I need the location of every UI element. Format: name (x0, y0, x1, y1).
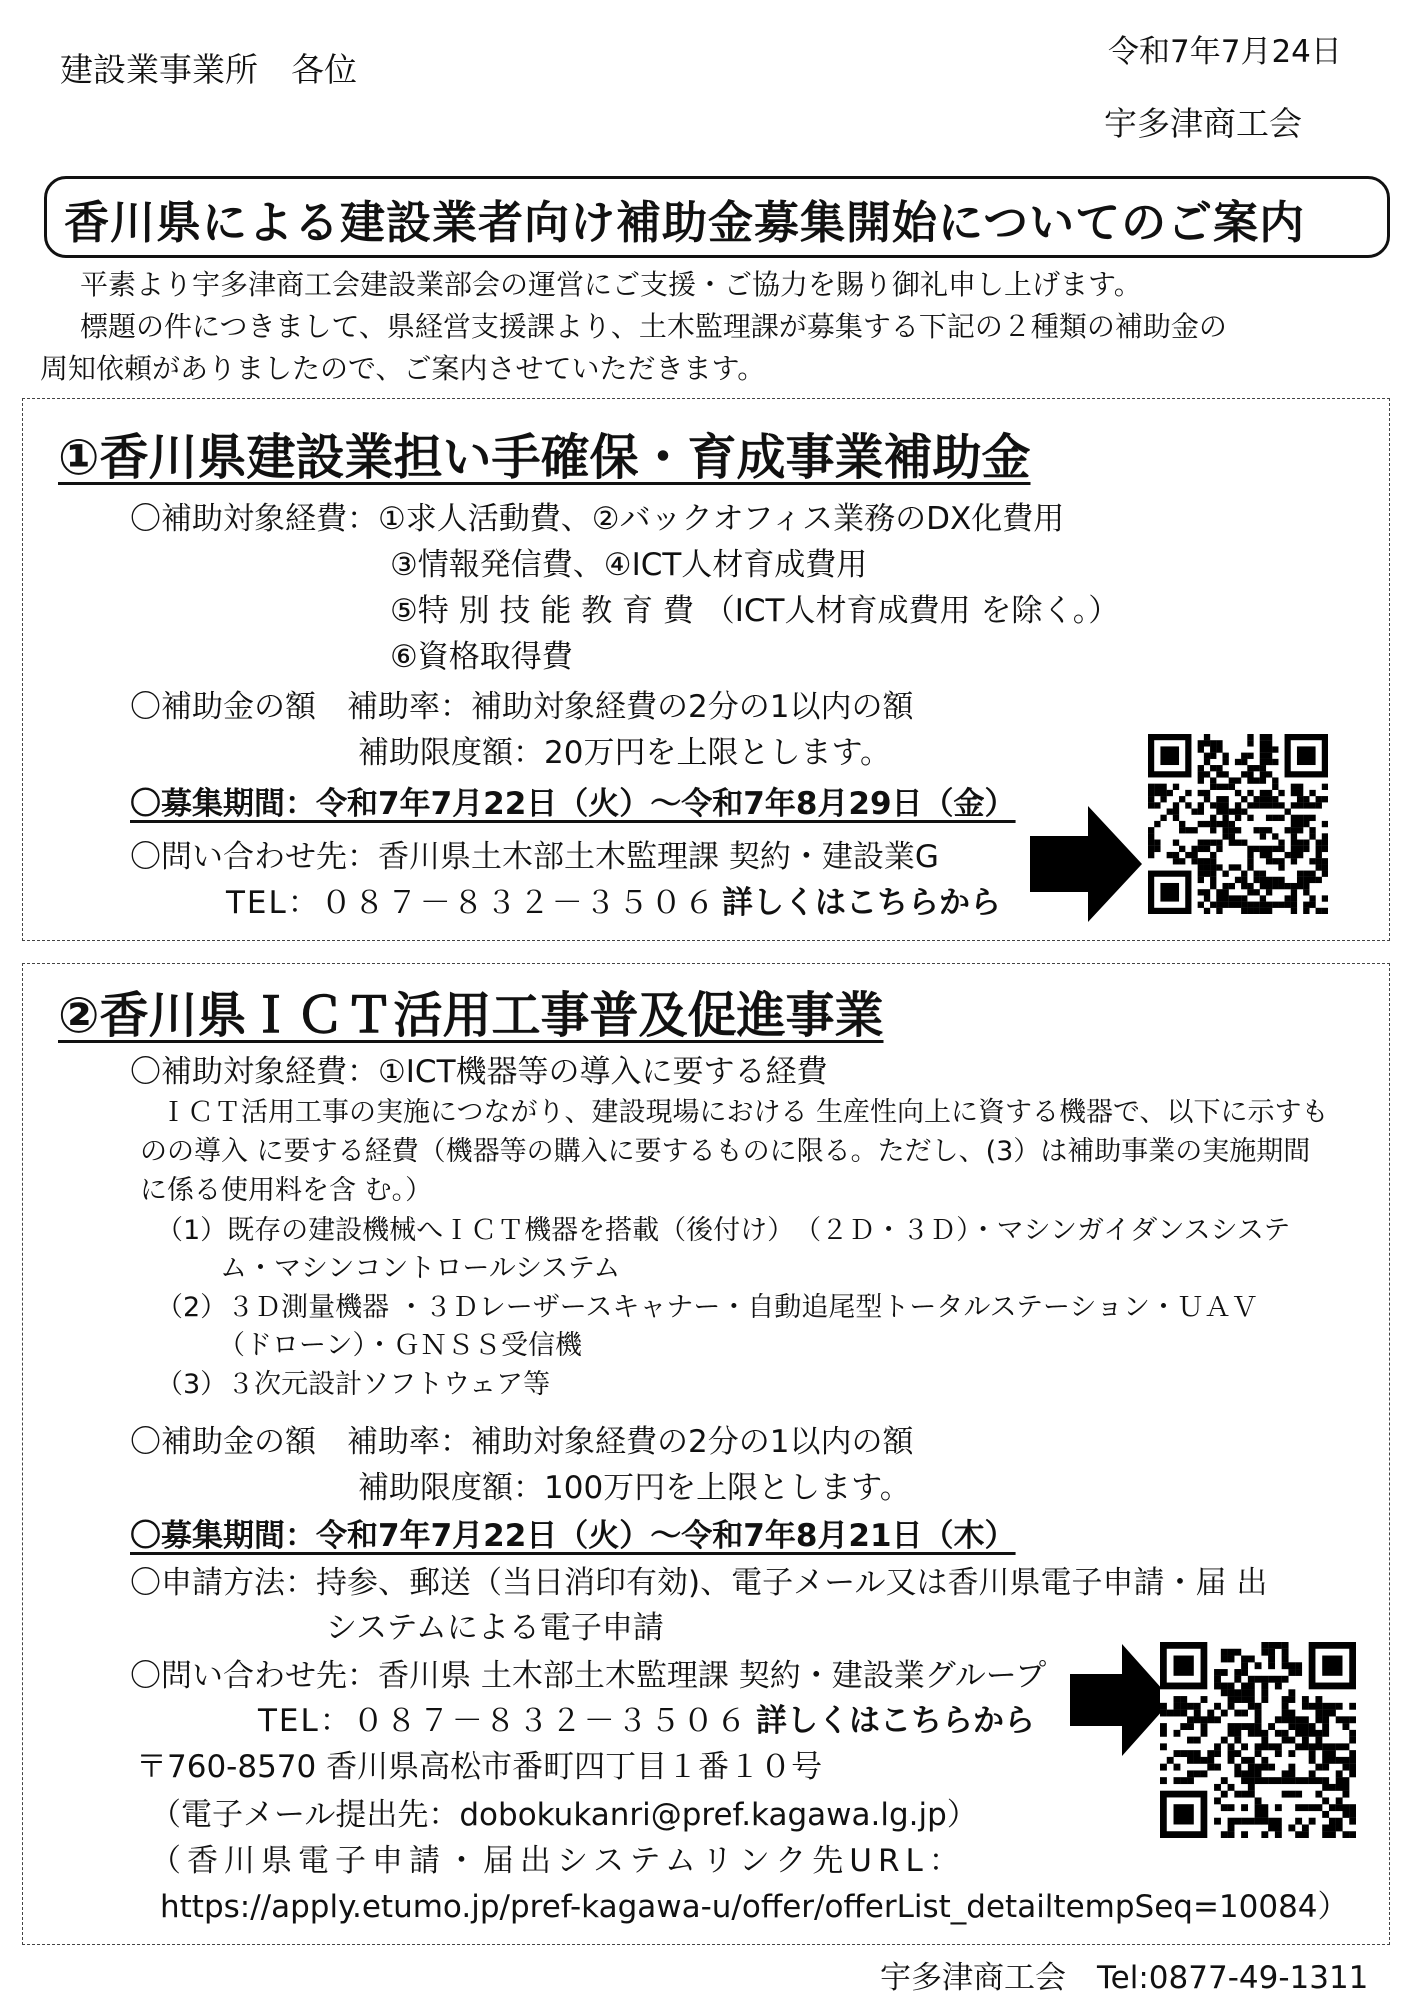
document-title: 香川県による建設業者向け補助金募集開始についてのご案内 (64, 196, 1306, 249)
footer-contact: 宇多津商工会 Tel:0877-49-1311 (880, 1960, 1369, 1996)
section-2-url[interactable]: https://apply.etumo.jp/pref-kagawa-u/offer/offerList_detailtempSeq=10084） (160, 1889, 1349, 1925)
qr-code-section-2[interactable] (1160, 1642, 1356, 1838)
qr-code-section-1[interactable] (1148, 734, 1328, 914)
section-1-amount: 〇補助金の額 補助率：補助対象経費の2分の1以内の額 (130, 689, 914, 725)
section-2-apply-1: 〇申請方法：持参、郵送（当日消印有効)、電子メール又は香川県電子申請・届 出 (130, 1565, 1268, 1601)
section-2-desc-1: ＩＣＴ活用工事の実施につながり、建設現場における 生産性向上に資する機器で、以下に示すも (160, 1097, 1329, 1128)
section-2-tel: TEL：０８７－８３２－３５０６ (258, 1703, 749, 1739)
section-2-contact: 〇問い合わせ先：香川県 土木部土木監理課 契約・建設業グループ (130, 1658, 1047, 1694)
arrow-right-icon (1070, 1644, 1172, 1756)
section-2-title: ②香川県ＩＣＴ活用工事普及促進事業 (58, 987, 884, 1044)
section-1-tel: TEL：０８７－８３２－３５０６ (226, 885, 717, 921)
sender-name: 宇多津商工会 (1104, 104, 1302, 143)
section-1-contact: 〇問い合わせ先：香川県土木部土木監理課 契約・建設業G (130, 839, 939, 875)
section-1-expenses-4: ⑥資格取得費 (390, 639, 573, 675)
section-1-more-link[interactable]: 詳しくはこちらから (722, 885, 1001, 921)
addressee: 建設業事業所 各位 (60, 50, 357, 89)
section-1-expenses: 〇補助対象経費：①求人活動費、②バックオフィス業務のDX化費用 (130, 501, 1065, 537)
section-2-item-2b: （ドローン）・ＧＮＳＳ受信機 (218, 1330, 582, 1361)
section-2-apply-2: システムによる電子申請 (326, 1610, 664, 1646)
section-2-amount: 〇補助金の額 補助率：補助対象経費の2分の1以内の額 (130, 1424, 914, 1460)
section-2-period: 〇募集期間：令和7年7月22日（火）～令和7年8月21日（木） (130, 1518, 1016, 1554)
section-2-item-1a: （1）既存の建設機械へＩＣＴ機器を搭載（後付け） （２Ｄ・３Ｄ）・マシンガイダンスシステ (156, 1215, 1291, 1246)
section-1-expenses-2: ③情報発信費、④ICT人材育成費用 (390, 547, 868, 583)
section-1-expenses-3: ⑤特 別 技 能 教 育 費 （ICT人材育成費用 を除く。） (390, 593, 1120, 629)
intro-line-2: 標題の件につきまして、県経営支援課より、土木監理課が募集する下記の２種類の補助金の (80, 310, 1227, 343)
intro-line-1: 平素より宇多津商工会建設業部会の運営にご支援・ご協力を賜り御礼申し上げます。 (80, 268, 1142, 301)
section-2-item-3: （3）３次元設計ソフトウェア等 (156, 1369, 551, 1400)
section-2-expenses: 〇補助対象経費：①ICT機器等の導入に要する経費 (130, 1054, 828, 1090)
issue-date: 令和7年7月24日 (1108, 34, 1342, 70)
section-2-more-link[interactable]: 詳しくはこちらから (756, 1703, 1035, 1739)
section-2-limit: 補助限度額：100万円を上限とします。 (358, 1470, 911, 1506)
arrow-right-icon (1030, 806, 1142, 922)
section-2-url-label: （香川県電子申請・届出システムリンク先URL： (150, 1843, 966, 1879)
intro-line-3: 周知依頼がありましたので、ご案内させていただきます。 (40, 352, 766, 385)
section-2-item-2a: （2）３Ｄ測量機器 ・３Ｄレーザースキャナー・自動追尾型トータルステーション・ＵＡＶ (156, 1292, 1258, 1323)
section-1-period: 〇募集期間：令和7年7月22日（火）～令和7年8月29日（金） (130, 786, 1016, 822)
section-2-item-1b: ム・マシンコントロールシステム (220, 1253, 621, 1284)
section-1-title: ①香川県建設業担い手確保・育成事業補助金 (58, 429, 1031, 486)
section-2-email[interactable]: （電子メール提出先：dobokukanri@pref.kagawa.lg.jp） (150, 1797, 978, 1833)
section-1-limit: 補助限度額：20万円を上限とします。 (358, 735, 891, 771)
section-2-address: 〒760-8570 香川県高松市番町四丁目１番１０号 (136, 1749, 823, 1785)
section-2-desc-2: のの導入 に要する経費（機器等の購入に要するものに限る。ただし、(3）は補助事業の実施期間 (140, 1136, 1311, 1167)
section-2-desc-3: に係る使用料を含 む。） (140, 1175, 433, 1206)
